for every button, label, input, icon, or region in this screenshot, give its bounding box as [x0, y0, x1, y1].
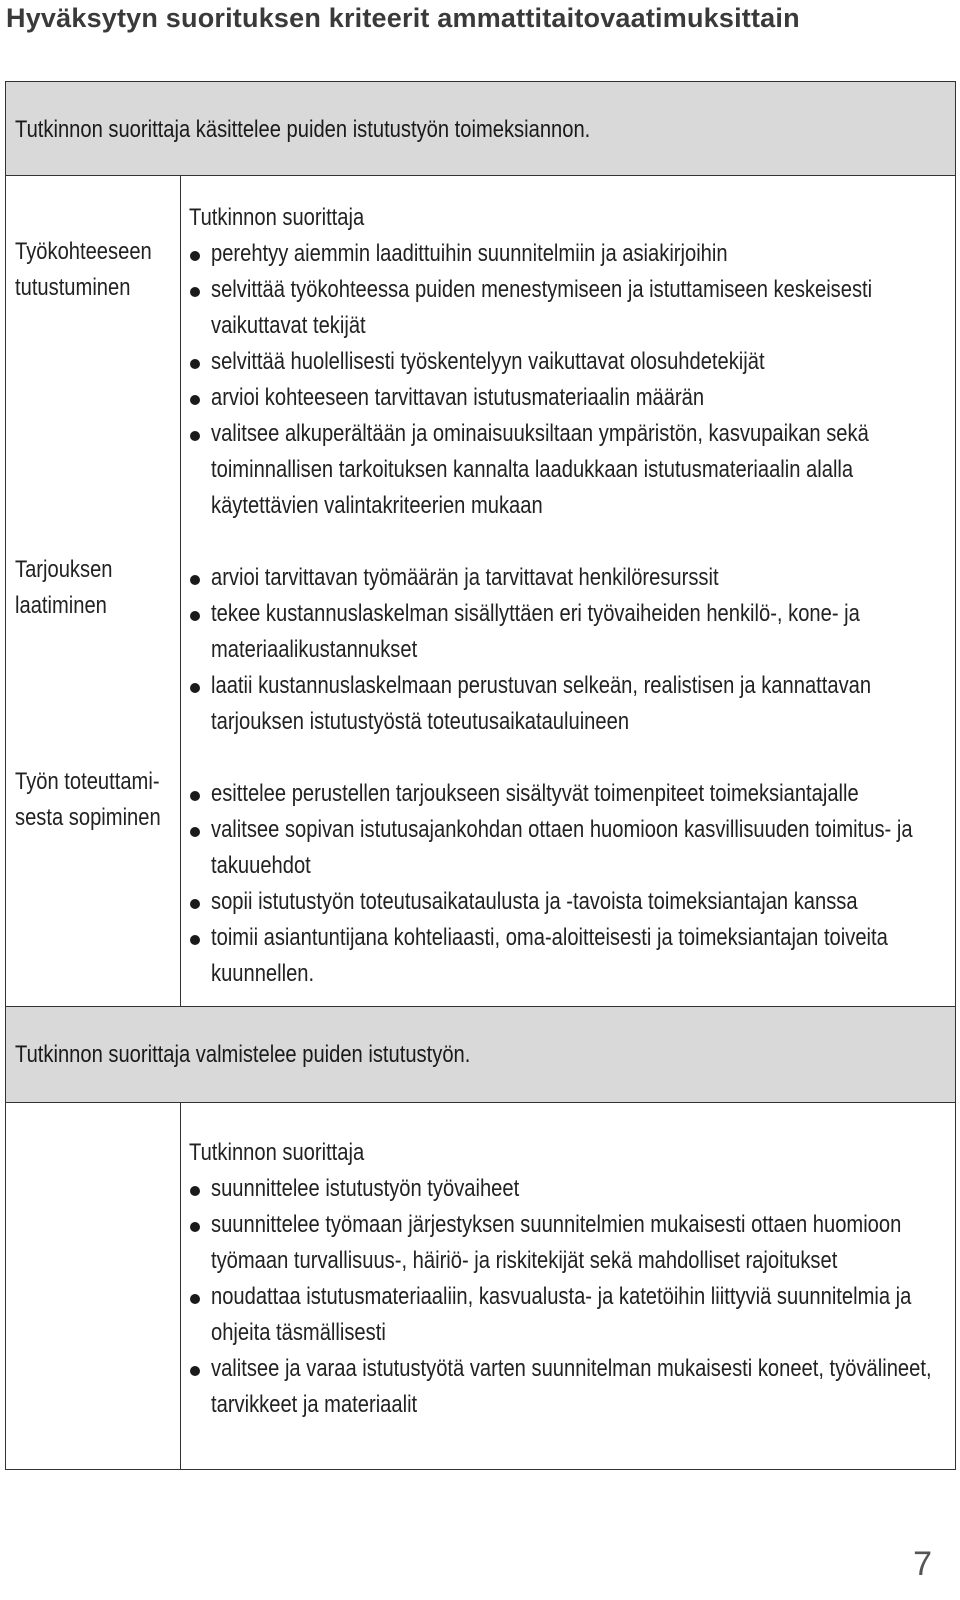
- list-item: noudattaa istutusmateriaaliin, kasvualusta- ja katetöihin liittyviä suunnitelmia ja ohjeita täsmällisesti: [189, 1279, 949, 1351]
- page-title: Hyväksytyn suorituksen kriteerit ammattitaitovaatimuksittain: [6, 3, 800, 33]
- criteria-list-tyokohde: [189, 236, 949, 524]
- list-item: toimii asiantuntijana kohteliaasti, oma-aloitteisesti ja toimeksiantajan toiveita kuunnellen.: [189, 920, 949, 992]
- criteria-list-tarjous: [189, 560, 949, 740]
- bullet-icon: [190, 791, 200, 801]
- criteria-list-valmistelu: [189, 1171, 949, 1423]
- bullet-icon: [190, 827, 200, 837]
- list-item: perehtyy aiemmin laadittuihin suunnitelmiin ja asiakirjoihin: [189, 236, 949, 272]
- bullet-icon: [190, 935, 200, 945]
- section-2-body: [6, 1103, 955, 1469]
- list-item: laatii kustannuslaskelmaan perustuvan selkeän, realistisen ja kannattavan tarjouksen istutustyöstä toteutusaikatauluineen: [189, 668, 949, 740]
- list-item: arvioi kohteeseen tarvittavan istutusmateriaalin määrän: [189, 380, 949, 416]
- section-1-content: [189, 200, 949, 992]
- section-1-header-text: Tutkinnon suorittaja käsittelee puiden istutustyön toimeksiannon.: [15, 116, 591, 143]
- bullet-icon: [190, 1186, 200, 1196]
- list-item: valitsee alkuperältään ja ominaisuuksiltaan ympäristön, kasvupaikan sekä toiminnallisen tarkoituksen kannalta laadukkaan istutusmateriaalin alalla käytettävien valintakriteerien mukaan: [189, 416, 949, 524]
- section-1-header: [6, 82, 955, 176]
- bullet-icon: [190, 251, 200, 261]
- list-item: valitsee sopivan istutusajankohdan ottaen huomioon kasvillisuuden toimitus- ja takuuehdot: [189, 812, 949, 884]
- section-2-header: [6, 1007, 955, 1103]
- criteria-table: [5, 81, 956, 1470]
- bullet-icon: [190, 683, 200, 693]
- bullet-icon: [190, 395, 200, 405]
- criteria-list-sopiminen: [189, 776, 949, 992]
- bullet-icon: [190, 575, 200, 585]
- bullet-icon: [190, 431, 200, 441]
- list-item: tekee kustannuslaskelman sisällyttäen eri työvaiheiden henkilö-, kone- ja materiaalikustannukset: [189, 596, 949, 668]
- section-1-body: [6, 176, 955, 1007]
- list-item: esittelee perustellen tarjoukseen sisältyvät toimenpiteet toimeksiantajalle: [189, 776, 949, 812]
- page-number: 7: [913, 1545, 932, 1583]
- bullet-icon: [190, 1222, 200, 1232]
- intro-label: Tutkinnon suorittaja: [189, 1139, 365, 1166]
- phase-label-tyokohde: Työkohteeseen tutustuminen: [15, 238, 152, 301]
- column-divider: [180, 176, 181, 1006]
- bullet-icon: [190, 1294, 200, 1304]
- bullet-icon: [190, 287, 200, 297]
- list-item: suunnittelee istutustyön työvaiheet: [189, 1171, 949, 1207]
- intro-label: Tutkinnon suorittaja: [189, 204, 365, 231]
- list-item: suunnittelee työmaan järjestyksen suunnitelmien mukaisesti ottaen huomioon työmaan turvallisuus-, häiriö- ja riskitekijät sekä mahdolliset rajoitukset: [189, 1207, 949, 1279]
- bullet-icon: [190, 1366, 200, 1376]
- section-2-content: [189, 1135, 949, 1423]
- bullet-icon: [190, 611, 200, 621]
- column-divider: [180, 1103, 181, 1469]
- list-item: arvioi tarvittavan työmäärän ja tarvittavat henkilöresurssit: [189, 560, 949, 596]
- list-item: sopii istutustyön toteutusaikataulusta ja -tavoista toimeksiantajan kanssa: [189, 884, 949, 920]
- section-2-header-text: Tutkinnon suorittaja valmistelee puiden istutustyön.: [15, 1041, 471, 1068]
- phase-label-sopiminen: Työn toteuttami- sesta sopiminen: [15, 768, 161, 831]
- phase-label-tarjous: Tarjouksen laatiminen: [15, 556, 113, 619]
- bullet-icon: [190, 899, 200, 909]
- list-item: selvittää huolellisesti työskentelyyn vaikuttavat olosuhdetekijät: [189, 344, 949, 380]
- bullet-icon: [190, 359, 200, 369]
- list-item: selvittää työkohteessa puiden menestymiseen ja istuttamiseen keskeisesti vaikuttavat tekijät: [189, 272, 949, 344]
- list-item: valitsee ja varaa istutustyötä varten suunnitelman mukaisesti koneet, työvälineet, tarvikkeet ja materiaalit: [189, 1351, 949, 1423]
